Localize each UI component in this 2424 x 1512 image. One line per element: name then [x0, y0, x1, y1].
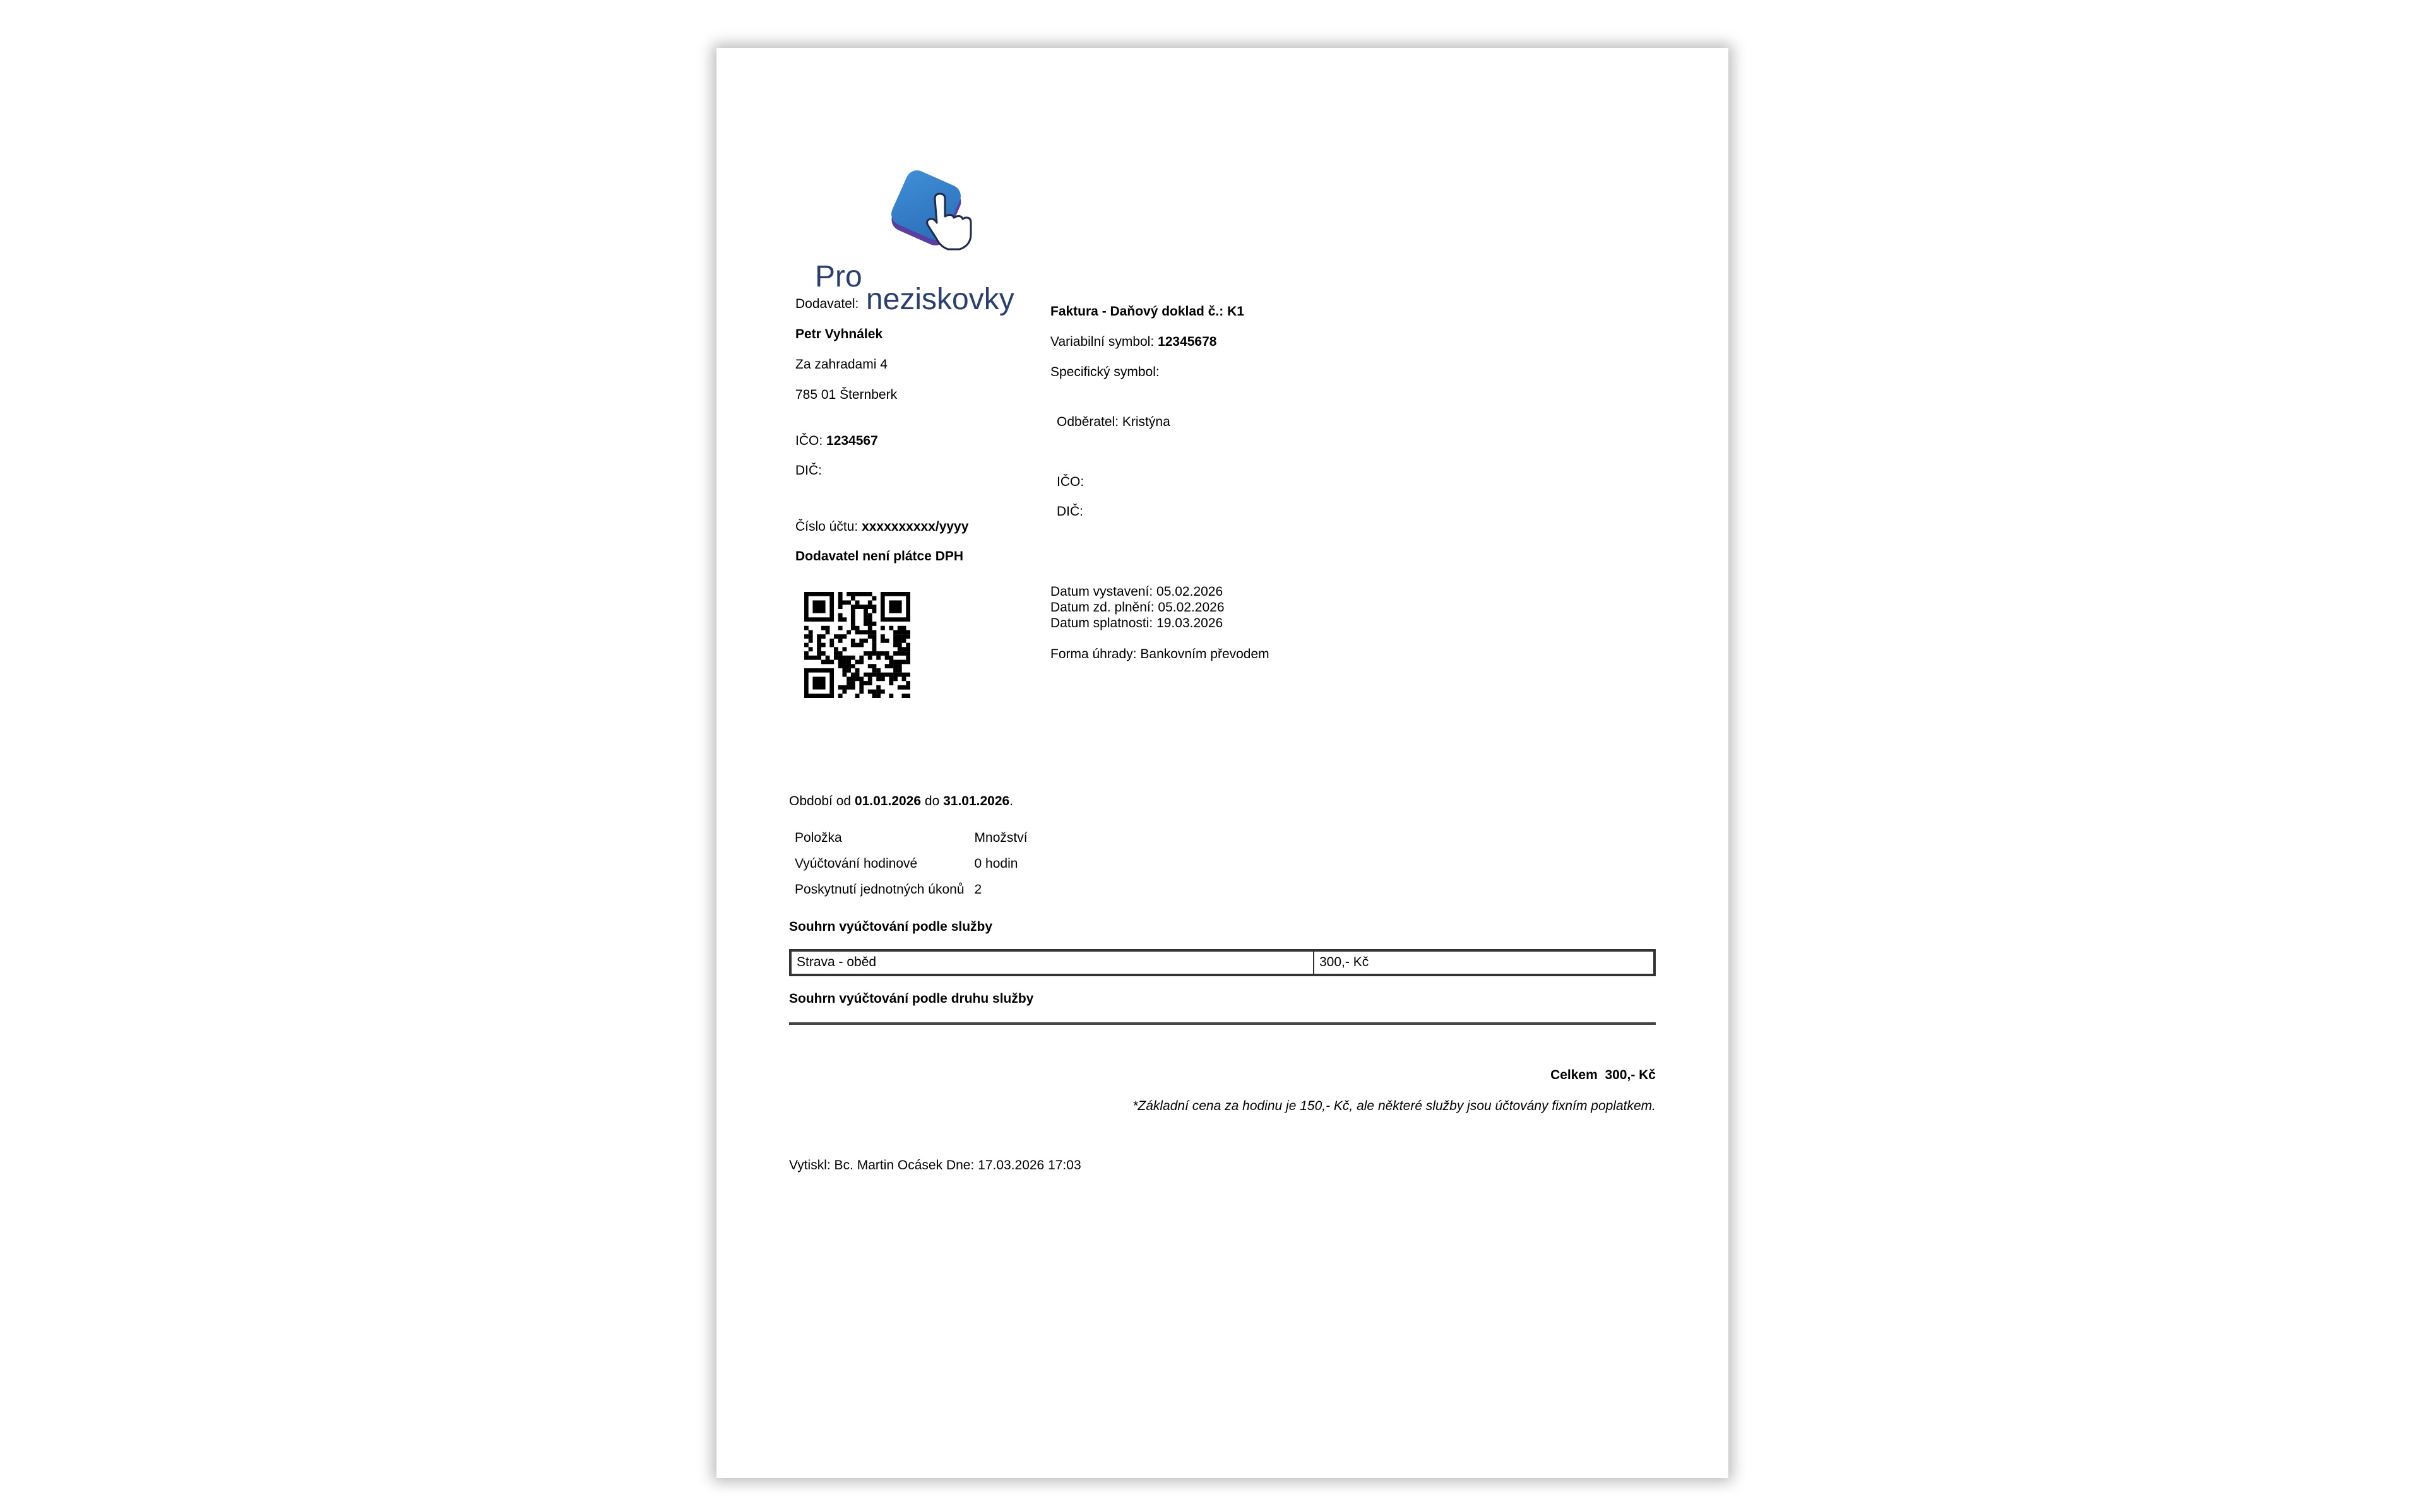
supplier-street: Za zahradami 4 [795, 357, 888, 372]
total-amount: Celkem 300,- Kč [1550, 1068, 1656, 1082]
item-name: Poskytnutí jednotných úkonů [795, 882, 965, 897]
logo-text-neziskovky: neziskovky [866, 283, 1014, 316]
item-name: Vyúčtování hodinové [795, 856, 918, 871]
variable-symbol [1050, 334, 1216, 350]
supplier-ico [795, 433, 878, 449]
invoice-title: Faktura - Daňový doklad č.: K1 [1050, 304, 1244, 319]
customer-label: Odběratel: Kristýna [1057, 415, 1170, 429]
date-due: Datum splatnosti: 19.03.2026 [1050, 616, 1223, 630]
summary-service-table [789, 949, 1656, 976]
date-issued: Datum vystavení: 05.02.2026 [1050, 584, 1223, 599]
items-header-row [789, 825, 1032, 851]
payment-method: Forma úhrady: Bankovním převodem [1050, 647, 1269, 661]
item-quantity: 0 hodin [974, 856, 1018, 871]
billing-period [789, 793, 1013, 810]
supplier-dic-label: DIČ: [795, 463, 822, 478]
supplier-ico-value: 1234567 [826, 434, 878, 448]
payment-qr-code [804, 592, 910, 698]
supplier-ico-label: IČO: [795, 434, 823, 448]
supplier-name: Petr Vyhnálek [795, 327, 883, 341]
summary-service-heading: Souhrn vyúčtování podle služby [789, 919, 993, 934]
customer-ico-label: IČO: [1057, 475, 1084, 489]
period-prefix: Období od [789, 794, 852, 808]
service-price: 300,- Kč [1314, 950, 1655, 975]
table-row [790, 950, 1655, 975]
vat-note: Dodavatel není plátce DPH [795, 549, 964, 564]
supplier-label: Dodavatel: [795, 297, 859, 311]
summary-type-heading: Souhrn vyúčtování podle druhu služby [789, 991, 1034, 1006]
items-header-quantity: Množství [974, 830, 1028, 845]
items-header-item: Položka [795, 830, 842, 845]
table-row [789, 851, 1032, 877]
printed-by: Vytiskl: Bc. Martin Ocásek Dne: 17.03.2026 17:03 [789, 1158, 1081, 1172]
date-taxable: Datum zd. plnění: 05.02.2026 [1050, 600, 1225, 615]
account-value: xxxxxxxxxx/yyyy [862, 519, 969, 534]
table-row [789, 877, 1032, 903]
period-middle: do [924, 794, 940, 808]
supplier-city: 785 01 Šternberk [795, 387, 898, 402]
logo-text-pro: Pro [815, 260, 862, 293]
supplier-account [795, 519, 968, 535]
specific-symbol-label: Specifický symbol: [1050, 365, 1160, 379]
pricing-note: *Základní cena za hodinu je 150,- Kč, ale některé služby jsou účtovány fixním poplatkem. [1132, 1099, 1656, 1113]
service-name: Strava - oběd [790, 950, 1314, 975]
period-to: 31.01.2026 [943, 794, 1010, 808]
variable-symbol-label: Variabilní symbol: [1050, 334, 1155, 349]
items-table [789, 825, 1032, 903]
period-suffix: . [1009, 794, 1014, 808]
item-quantity: 2 [974, 882, 982, 897]
customer-dic-label: DIČ: [1057, 504, 1083, 519]
invoice-page [716, 48, 1728, 1478]
account-label: Číslo účtu: [795, 519, 858, 534]
summary-type-divider [789, 1022, 1656, 1025]
variable-symbol-value: 12345678 [1158, 334, 1217, 349]
period-from: 01.01.2026 [854, 794, 922, 808]
